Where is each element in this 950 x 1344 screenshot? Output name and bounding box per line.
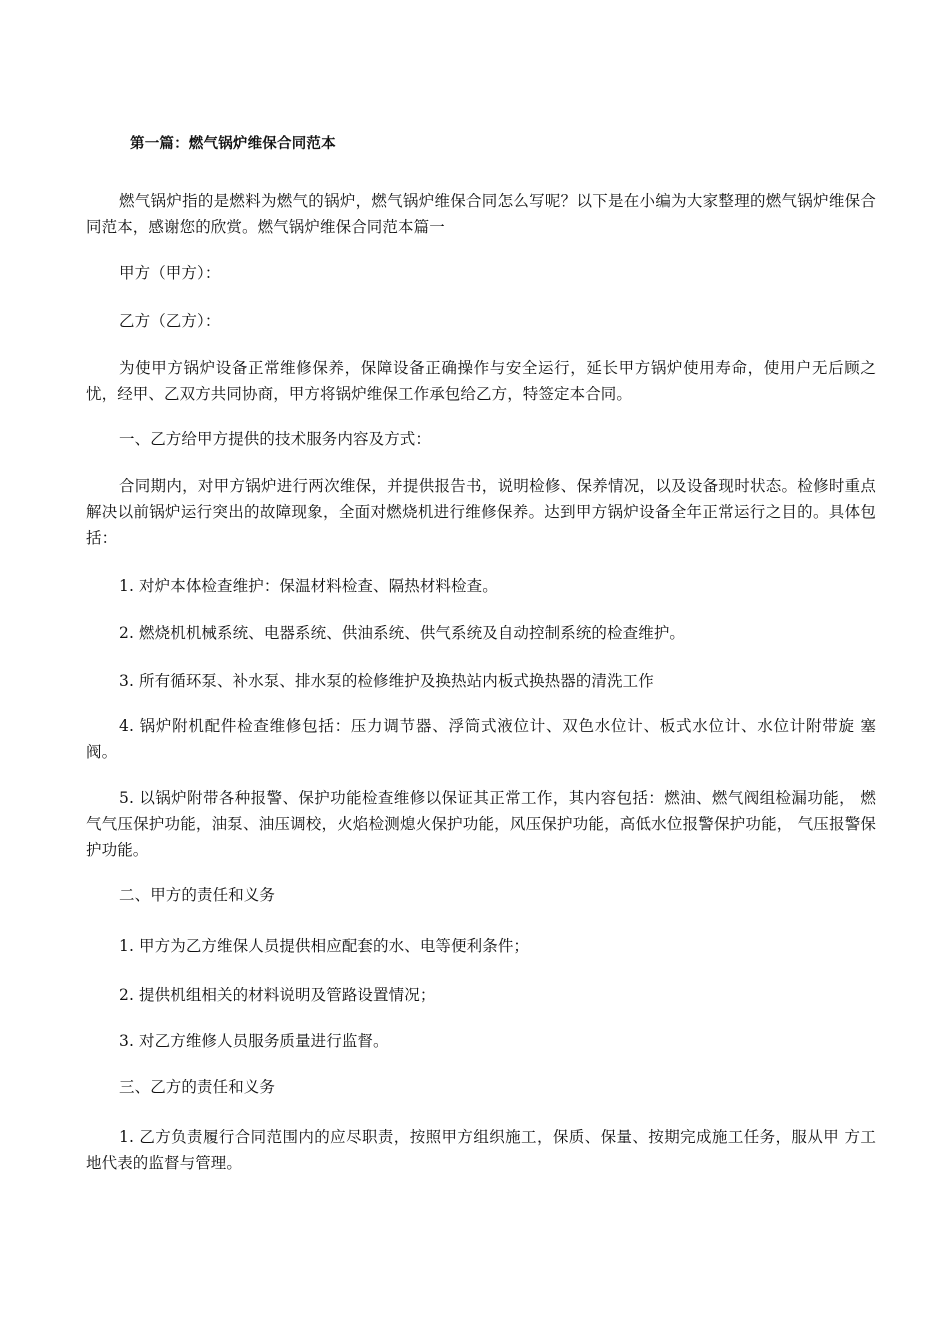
paragraph-party-b: 乙方（乙方）：	[119, 312, 221, 330]
list-item-2-1: 1. 甲方为乙方维保人员提供相应配套的水、电等便利条件；	[119, 937, 530, 955]
paragraph-service-scope: 合同期内，对甲方锅炉进行两次维保，并提供报告书，说明检修、保养情况，以及设备现时状态。检修时重点解决以前锅炉运行突出的故障现象，全面对燃烧机进行维修保养。达到甲方锅炉设备全年正常运行之目的。具体包括：	[86, 477, 876, 547]
list-item-1-4: 4. 锅炉附机配件检查维修包括：压力调节器、浮筒式液位计、双色水位计、板式水位计、水位计附带旋 塞阀。	[86, 717, 876, 761]
paragraph-intro: 燃气锅炉指的是燃料为燃气的锅炉，燃气锅炉维保合同怎么写呢？以下是在小编为大家整理的燃气锅炉维保合同范本，感谢您的欣赏。燃气锅炉维保合同范本篇一	[86, 192, 876, 236]
document-title: 第一篇：燃气锅炉维保合同范本	[130, 135, 336, 152]
list-item-1-1: 1. 对炉本体检查维护：保温材料检查、隔热材料检查。	[119, 577, 498, 595]
paragraph-party-a: 甲方（甲方）：	[119, 264, 221, 282]
list-item-2-2: 2. 提供机组相关的材料说明及管路设置情况；	[119, 986, 436, 1004]
section-heading-2: 二、甲方的责任和义务	[119, 886, 276, 904]
list-item-1-5: 5. 以锅炉附带各种报警、保护功能检查维修以保证其正常工作，其内容包括：燃油、燃气阀组检漏功能， 燃气气压保护功能，油泵、油压调校，火焰检测熄火保护功能，风压保护功能，高低水位报警保护功能， 气压报警保护功能。	[86, 789, 876, 859]
list-item-3-1: 1. 乙方负责履行合同范围内的应尽职责，按照甲方组织施工，保质、保量、按期完成施工任务，服从甲 方工地代表的监督与管理。	[86, 1128, 876, 1172]
list-item-2-3: 3. 对乙方维修人员服务质量进行监督。	[119, 1032, 389, 1050]
section-heading-1: 一、乙方给甲方提供的技术服务内容及方式：	[119, 430, 432, 448]
paragraph-purpose: 为使甲方锅炉设备正常维修保养，保障设备正确操作与安全运行，延长甲方锅炉使用寿命，使用户无后顾之忧，经甲、乙双方共同协商，甲方将锅炉维保工作承包给乙方，特签定本合同。	[86, 359, 876, 403]
list-item-1-2: 2. 燃烧机机械系统、电器系统、供油系统、供气系统及自动控制系统的检查维护。	[119, 624, 686, 642]
list-item-1-3: 3. 所有循环泵、补水泵、排水泵的检修维护及换热站内板式换热器的清洗工作	[119, 672, 654, 690]
section-heading-3: 三、乙方的责任和义务	[119, 1078, 276, 1096]
